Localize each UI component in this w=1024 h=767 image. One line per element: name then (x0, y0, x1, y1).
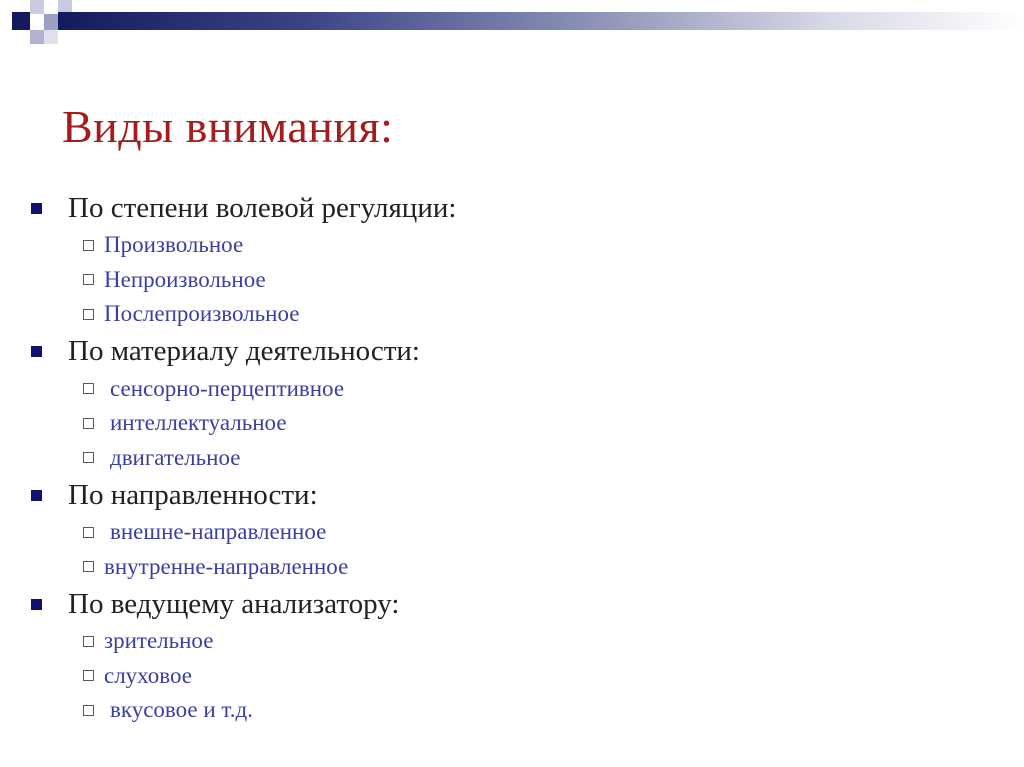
section-title: По степени волевой регуляции: (68, 191, 457, 224)
decorative-squares (0, 0, 80, 60)
list-item (0, 441, 1024, 476)
section-heading-row (0, 332, 1024, 372)
list-item-label: слуховое (104, 662, 193, 688)
list-item (0, 406, 1024, 441)
slide-content (0, 188, 1024, 728)
list-item (0, 515, 1024, 550)
square-bullet-icon (31, 599, 42, 610)
section (0, 188, 1024, 332)
hollow-square-bullet-icon (83, 527, 94, 538)
section-title: По материалу деятельности: (68, 335, 420, 367)
hollow-square-bullet-icon (83, 418, 94, 429)
section (0, 332, 1024, 476)
section-heading-row (0, 188, 1024, 228)
deco-square (30, 0, 44, 14)
hollow-square-bullet-icon (83, 383, 94, 394)
list-item (0, 550, 1024, 585)
section-heading-row (0, 584, 1024, 624)
section-title: По направленности: (68, 478, 318, 511)
list-item (0, 297, 1024, 332)
list-item-label: зрительное (104, 628, 214, 654)
list-item (0, 228, 1024, 263)
hollow-square-bullet-icon (83, 240, 94, 251)
list-item (0, 693, 1024, 728)
hollow-square-bullet-icon (83, 561, 94, 572)
list-item-label: Непроизвольное (104, 266, 266, 292)
square-bullet-icon (31, 490, 42, 501)
hollow-square-bullet-icon (83, 636, 94, 647)
list-item (0, 372, 1024, 407)
section (0, 475, 1024, 584)
deco-square (12, 12, 30, 30)
square-bullet-icon (31, 346, 42, 357)
list-item (0, 624, 1024, 659)
list-item-label: сенсорно-перцептивное (110, 375, 345, 401)
hollow-square-bullet-icon (83, 452, 94, 463)
list-item-label: внешне-направленное (110, 519, 327, 545)
list-item-label: внутренне-направленное (104, 553, 349, 579)
list-item (0, 659, 1024, 694)
section-heading-row (0, 475, 1024, 515)
slide-title: Виды внимания: (62, 101, 394, 152)
list-item-label: Произвольное (104, 232, 244, 258)
list-item-label: интеллектуальное (110, 410, 287, 436)
header-gradient-bar (58, 12, 1024, 30)
deco-square (58, 0, 72, 12)
hollow-square-bullet-icon (83, 670, 94, 681)
deco-square (44, 30, 58, 44)
list-item-label: Послепроизвольное (104, 301, 300, 327)
deco-square (30, 30, 44, 44)
hollow-square-bullet-icon (83, 309, 94, 320)
section (0, 584, 1024, 728)
list-item (0, 263, 1024, 298)
deco-square (44, 14, 58, 30)
section-title: По ведущему анализатору: (68, 587, 400, 620)
list-item-label: вкусовое и т.д. (110, 697, 253, 723)
square-bullet-icon (31, 203, 42, 214)
hollow-square-bullet-icon (83, 705, 94, 716)
hollow-square-bullet-icon (83, 274, 94, 285)
list-item-label: двигательное (110, 444, 241, 470)
